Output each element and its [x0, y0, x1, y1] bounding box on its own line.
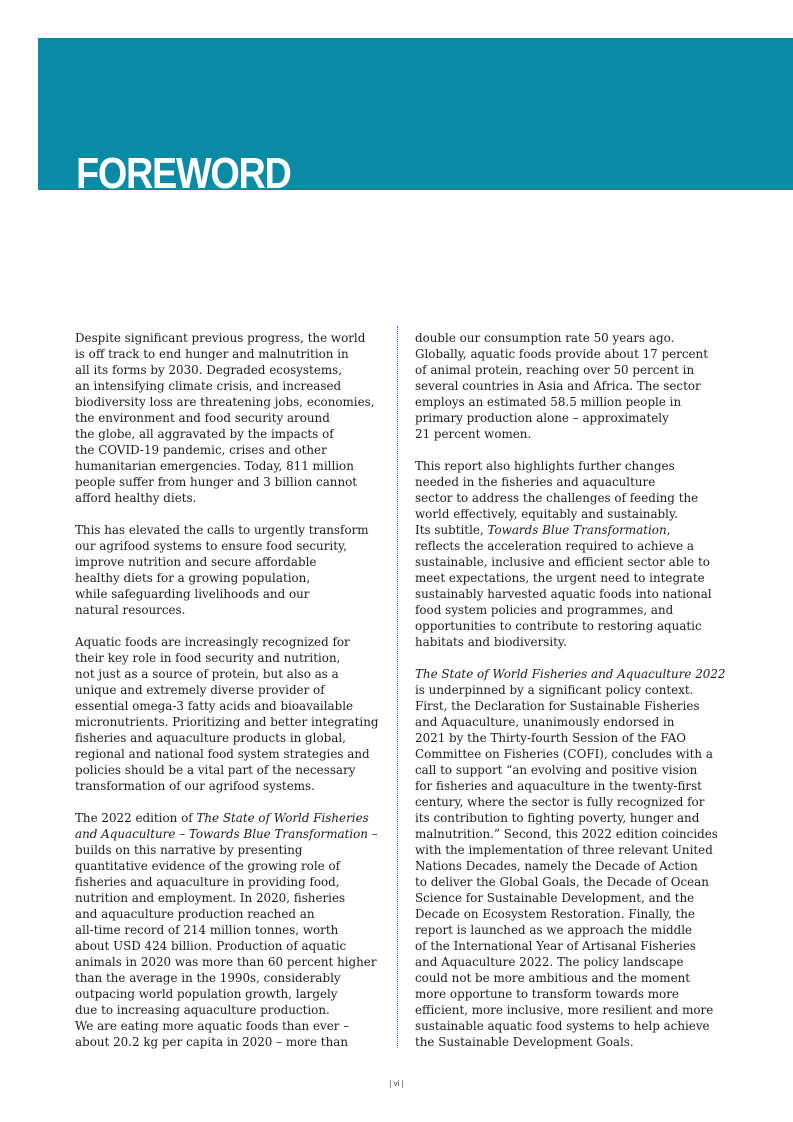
text-line: several countries in Asia and Africa. The sector — [415, 379, 701, 393]
text-line: is off track to end hunger and malnutrition in — [75, 347, 349, 361]
paragraph — [75, 634, 383, 794]
text-line: due to increasing aquaculture production. — [75, 1003, 330, 1017]
text-line: than the average in the 1990s, considerably — [75, 971, 341, 985]
text-line: for fisheries and aquaculture in the twenty-first — [415, 779, 702, 793]
text-line: employs an estimated 58.5 million people in — [415, 395, 682, 409]
text-line: and Aquaculture, unanimously endorsed in — [415, 715, 675, 729]
text-line: improve nutrition and secure affordable — [75, 555, 317, 569]
text-line: with the implementation of three relevant United — [415, 843, 713, 857]
paragraph — [415, 330, 720, 442]
paragraph — [75, 522, 383, 618]
text-line: not just as a source of protein, but also as a — [75, 667, 339, 681]
text-line: healthy diets for a growing population, — [75, 571, 311, 585]
text-line: sustainable aquatic food systems to help achieve — [415, 1019, 710, 1033]
text-line: habitats and biodiversity. — [415, 635, 567, 649]
text-line: of animal protein, reaching over 50 percent in — [415, 363, 695, 377]
text-line: more opportune to transform towards more — [415, 987, 679, 1001]
text-line: an intensifying climate crisis, and increased — [75, 379, 342, 393]
text-line: malnutrition.” Second, this 2022 edition coincides — [415, 827, 718, 841]
paragraph — [415, 666, 726, 1050]
column-divider — [397, 326, 398, 1048]
text-line: The State of World Fisheries and Aquaculture 2022 — [415, 667, 726, 681]
text-line: and aquaculture production reached an — [75, 907, 315, 921]
text-line: meet expectations, the urgent need to integrate — [415, 571, 705, 585]
text-line: afford healthy diets. — [75, 491, 197, 505]
text-line: of the International Year of Artisanal Fisheries — [415, 939, 696, 953]
paragraph — [415, 458, 720, 650]
text-line: reflects the acceleration required to achieve a — [415, 539, 694, 553]
text-line: the COVID-19 pandemic, crises and other — [75, 443, 327, 457]
text-line: animals in 2020 was more than 60 percent higher — [75, 955, 377, 969]
text-line: our agrifood systems to ensure food security, — [75, 539, 347, 553]
left-column — [75, 330, 383, 1050]
paragraph — [75, 810, 383, 1050]
text-line: regional and national food system strategies and — [75, 747, 370, 761]
text-line: micronutrients. Prioritizing and better integrating — [75, 715, 379, 729]
page-title: FOREWORD — [76, 149, 291, 198]
text-line: efficient, more inclusive, more resilient and more — [415, 1003, 714, 1017]
text-line: is underpinned by a significant policy context. — [415, 683, 694, 697]
text-line: The 2022 edition of The State of World Fisheries — [75, 811, 369, 825]
text-line: sustainable, inclusive and efficient sector able to — [415, 555, 710, 569]
text-line: quantitative evidence of the growing role of — [75, 859, 341, 873]
text-line: all-time record of 214 million tonnes, worth — [75, 923, 339, 937]
text-line: fisheries and aquaculture products in global, — [75, 731, 346, 745]
text-line: Its subtitle, Towards Blue Transformation, — [415, 523, 671, 537]
text-line: Decade on Ecosystem Restoration. Finally, the — [415, 907, 695, 921]
text-line: builds on this narrative by presenting — [75, 843, 303, 857]
text-line: Committee on Fisheries (COFI), concludes with a — [415, 747, 713, 761]
text-line: and Aquaculture 2022. The policy landscape — [415, 955, 684, 969]
text-line: while safeguarding livelihoods and our — [75, 587, 310, 601]
text-line: This report also highlights further changes — [415, 459, 675, 473]
text-line: needed in the fisheries and aquaculture — [415, 475, 656, 489]
text-line: transformation of our agrifood systems. — [75, 779, 315, 793]
text-line: to deliver the Global Goals, the Decade of Ocean — [415, 875, 709, 889]
text-line: opportunities to contribute to restoring aquatic — [415, 619, 702, 633]
text-line: outpacing world population growth, largely — [75, 987, 338, 1001]
text-line: Aquatic foods are increasingly recognized for — [75, 635, 350, 649]
text-line: the globe, all aggravated by the impacts of — [75, 427, 334, 441]
text-line: world effectively, equitably and sustainably. — [415, 507, 678, 521]
text-line: report is launched as we approach the middle — [415, 923, 693, 937]
text-line: humanitarian emergencies. Today, 811 million — [75, 459, 354, 473]
text-line: the environment and food security around — [75, 411, 330, 425]
text-line: biodiversity loss are threatening jobs, economies, — [75, 395, 375, 409]
text-line: food system policies and programmes, and — [415, 603, 674, 617]
text-line: double our consumption rate 50 years ago. — [415, 331, 675, 345]
text-line: natural resources. — [75, 603, 186, 617]
text-line: sustainably harvested aquatic foods into national — [415, 587, 712, 601]
text-line: could not be more ambitious and the moment — [415, 971, 691, 985]
text-line: and Aquaculture – Towards Blue Transformation – — [75, 827, 378, 841]
text-line: the Sustainable Development Goals. — [415, 1035, 634, 1049]
text-line: unique and extremely diverse provider of — [75, 683, 325, 697]
text-line: First, the Declaration for Sustainable Fisheries — [415, 699, 700, 713]
text-line: primary production alone – approximately — [415, 411, 669, 425]
text-line: sector to address the challenges of feeding the — [415, 491, 699, 505]
text-line: essential omega-3 fatty acids and bioavailable — [75, 699, 354, 713]
text-line: about 20.2 kg per capita in 2020 – more than — [75, 1035, 348, 1049]
text-line: their key role in food security and nutrition, — [75, 651, 341, 665]
right-column — [415, 330, 726, 1050]
text-line: people suffer from hunger and 3 billion cannot — [75, 475, 358, 489]
text-line: its contribution to fighting poverty, hunger and — [415, 811, 700, 825]
text-line: all its forms by 2030. Degraded ecosystems, — [75, 363, 343, 377]
text-line: century, where the sector is fully recognized for — [415, 795, 705, 809]
page-number: | vi | — [389, 1079, 404, 1088]
text-line: We are eating more aquatic foods than ever – — [75, 1019, 350, 1033]
text-line: Globally, aquatic foods provide about 17 percent — [415, 347, 708, 361]
paragraph — [75, 330, 383, 506]
text-line: This has elevated the calls to urgently transform — [75, 523, 369, 537]
text-line: about USD 424 billion. Production of aquatic — [75, 939, 347, 953]
text-line: Science for Sustainable Development, and the — [415, 891, 695, 905]
text-line: 21 percent women. — [415, 427, 532, 441]
text-line: nutrition and employment. In 2020, fisheries — [75, 891, 346, 905]
text-line: 2021 by the Thirty-fourth Session of the FAO — [415, 731, 687, 745]
text-line: Despite significant previous progress, the world — [75, 331, 366, 345]
text-line: call to support “an evolving and positive vision — [415, 763, 698, 777]
text-line: fisheries and aquaculture in providing food, — [75, 875, 340, 889]
text-line: Nations Decades, namely the Decade of Action — [415, 859, 698, 873]
text-line: policies should be a vital part of the necessary — [75, 763, 356, 777]
